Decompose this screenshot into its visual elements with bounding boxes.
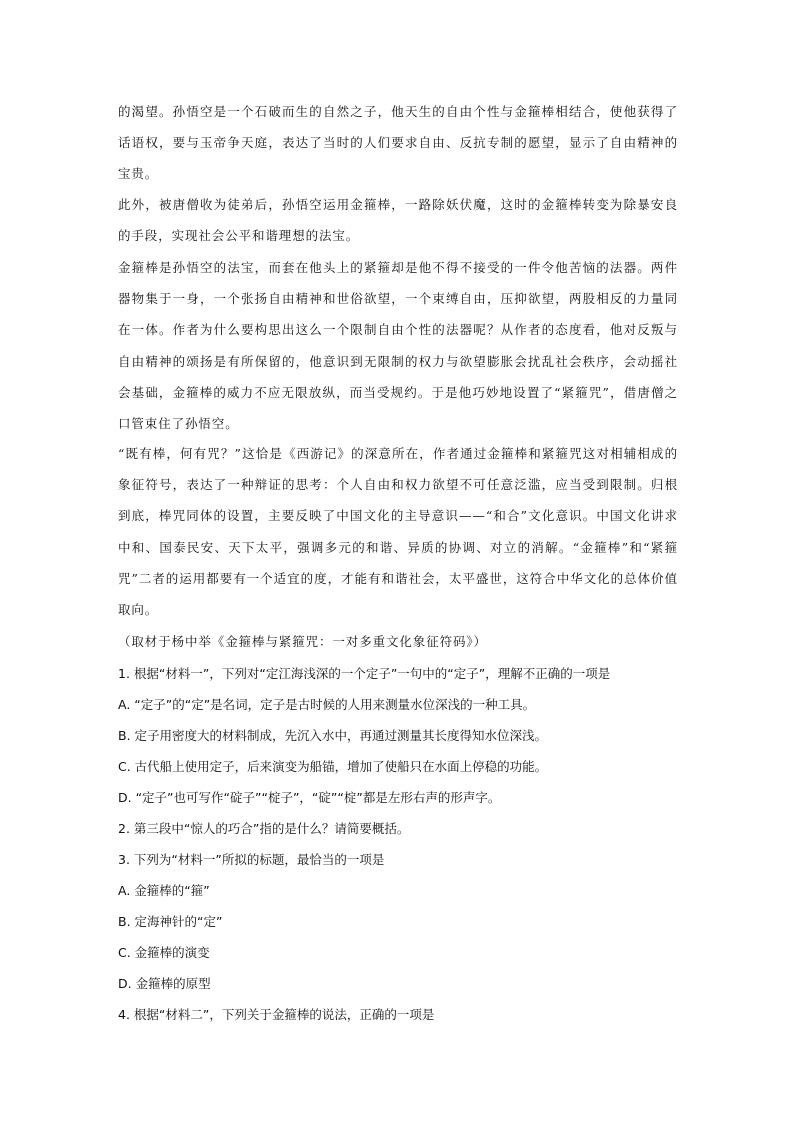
question-list xyxy=(118,658,698,1030)
question-4: 4. 根据“材料二”，下列关于金箍棒的说法，正确的一项是 xyxy=(118,1007,435,1022)
question-1-option-d: D. “定子”也可写作“碇子”“椗子”，“碇”“椗”都是左形右声的形声字。 xyxy=(118,790,501,805)
question-3-option-d: D. 金箍棒的原型 xyxy=(118,976,211,991)
question-3-option-a: A. 金箍棒的“箍” xyxy=(118,883,210,898)
passage-paragraph-3: 金箍棒是孙悟空的法宝，而套在他头上的紧箍却是他不得不接受的一件令他苦恼的法器。两件器物集于一身，一个张扬自由精神和世俗欲望，一个束缚自由，压抑欲望，两股相反的力量同在一体。作者为什么要构思出这么一个限制自由个性的法器呢？从作者的态度看，他对反叛与自由精神的颂扬是有所保留的，他意识到无限制的权力与欲望膨胀会扰乱社会秩序，会动摇社会基础，金箍棒的威力不应无限放纵，而当受规约。于是他巧妙地设置了“紧箍咒”，借唐僧之口管束住了孙悟空。 xyxy=(118,260,678,432)
passage-source: （取材于杨中举《金箍棒与紧箍咒：一对多重文化象征符码》） xyxy=(118,634,487,649)
question-3: 3. 下列为“材料一”所拟的标题，最恰当的一项是 xyxy=(118,852,385,867)
passage-paragraph-4: “既有棒，何有咒？”这恰是《西游记》的深意所在，作者通过金箍棒和紧箍咒这对相辅相成的象征符号，表达了一种辩证的思考：个人自由和权力欲望不可任意泛滥，应当受到限制。归根到底，棒咒同体的设置，主要反映了中国文化的主导意识——“和合”文化意识。中国文化讲求中和、国泰民安、天下太平，强调多元的和谐、异质的协调、对立的消解。“金箍棒”和“紧箍咒”二者的运用都要有一个适宜的度，才能有和谐社会，太平盛世，这符合中华文化的总体价值取向。 xyxy=(118,446,678,618)
question-1-option-a: A. “定子”的“定”是名词，定子是古时候的人用来测量水位深浅的一种工具。 xyxy=(118,697,536,712)
question-3-option-c: C. 金箍棒的演变 xyxy=(118,945,210,960)
question-1-option-c: C. 古代船上使用定子，后来演变为船锚，增加了使船只在水面上停稳的功能。 xyxy=(118,759,548,774)
passage-paragraph-1: 的渴望。孙悟空是一个石破而生的自然之子，他天生的自由个性与金箍棒相结合，使他获得了话语权，要与玉帝争天庭，表达了当时的人们要求自由、反抗专制的愿望，显示了自由精神的宝贵。 xyxy=(118,104,678,182)
question-2: 2. 第三段中“惊人的巧合”指的是什么？请简要概括。 xyxy=(118,821,410,836)
passage-paragraph-2: 此外，被唐僧收为徒弟后，孙悟空运用金箍棒，一路除妖伏魔，这时的金箍棒转变为除暴安良的手段，实现社会公平和谐理想的法宝。 xyxy=(118,197,678,244)
question-1: 1. 根据“材料一”，下列对“定江海浅深的一个定子”一句中的“定子”，理解不正确的一项是 xyxy=(118,666,611,681)
question-1-option-b: B. 定子用密度大的材料制成，先沉入水中，再通过测量其长度得知水位深浅。 xyxy=(118,728,548,743)
question-3-option-b: B. 定海神针的“定” xyxy=(118,914,223,929)
